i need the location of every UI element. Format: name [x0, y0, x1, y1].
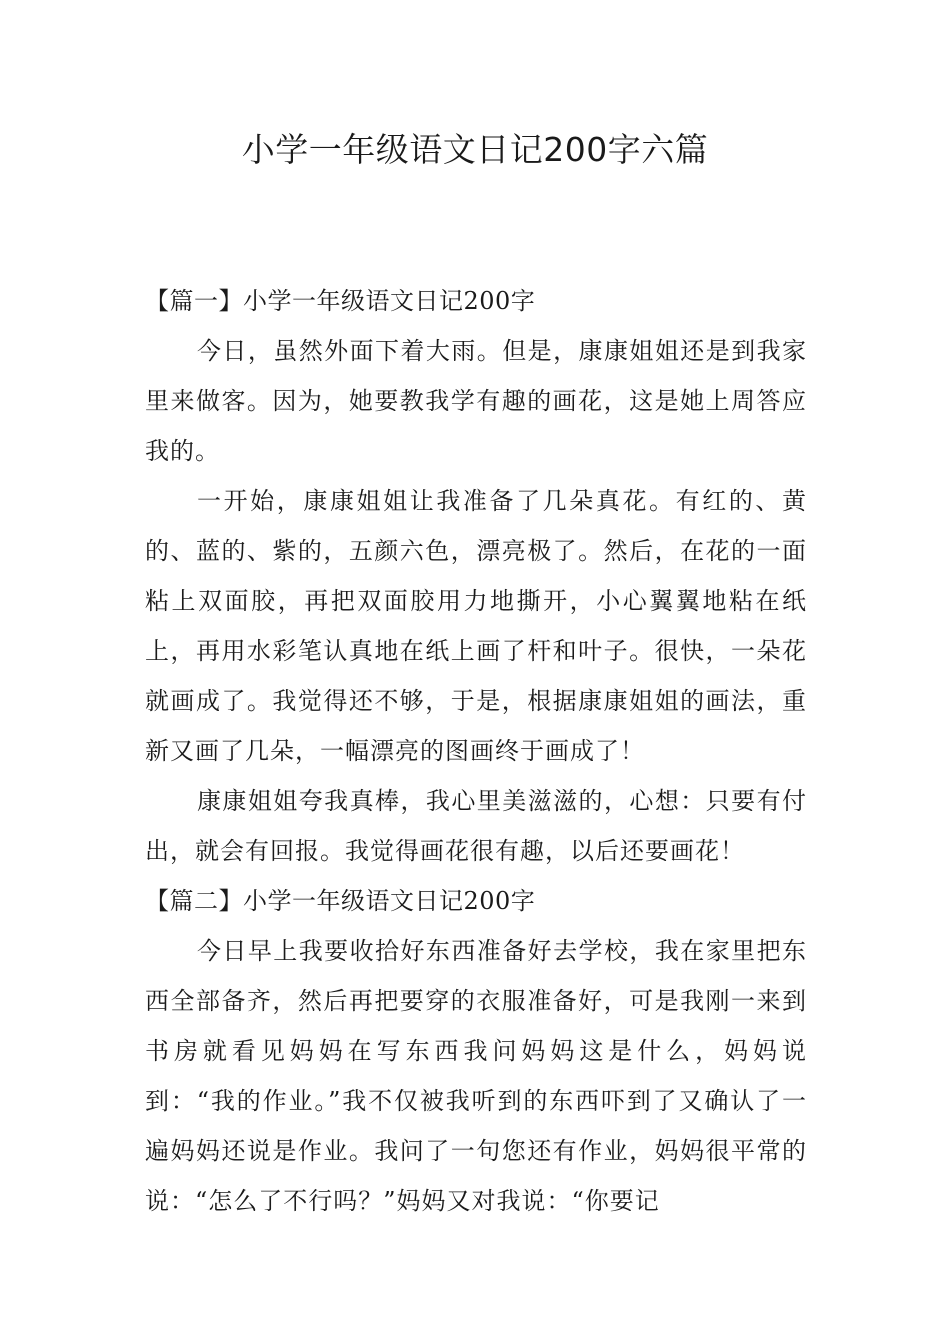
section-heading: 【篇二】小学一年级语文日记200字	[145, 887, 536, 915]
document-title: 小学一年级语文日记200字六篇	[241, 130, 709, 169]
paragraph: 康康姐姐夸我真棒，我心里美滋滋的，心想：只要有付出，就会有回报。我觉得画花很有趣，以后还要画花！	[145, 787, 807, 865]
section-2	[145, 876, 807, 1226]
section-1	[145, 276, 807, 876]
section-heading: 【篇一】小学一年级语文日记200字	[145, 287, 536, 315]
paragraph: 今日早上我要收拾好东西准备好去学校，我在家里把东西全部备齐，然后再把要穿的衣服准备好，可是我刚一来到书房就看见妈妈在写东西我问妈妈这是什么，妈妈说到：“我的作业。”我不仅被我听到的东西吓到了又确认了一遍妈妈还说是作业。我问了一句您还有作业，妈妈很平常的说：“怎么了不行吗？”妈妈又对我说：“你要记	[145, 937, 807, 1215]
paragraph: 今日，虽然外面下着大雨。但是，康康姐姐还是到我家里来做客。因为，她要教我学有趣的画花，这是她上周答应我的。	[145, 337, 807, 465]
document-body	[145, 276, 807, 1226]
paragraph: 一开始，康康姐姐让我准备了几朵真花。有红的、黄的、蓝的、紫的，五颜六色，漂亮极了。然后，在花的一面粘上双面胶，再把双面胶用力地撕开，小心翼翼地粘在纸上，再用水彩笔认真地在纸上画了杆和叶子。很快，一朵花就画成了。我觉得还不够，于是，根据康康姐姐的画法，重新又画了几朵，一幅漂亮的图画终于画成了！	[145, 487, 807, 765]
